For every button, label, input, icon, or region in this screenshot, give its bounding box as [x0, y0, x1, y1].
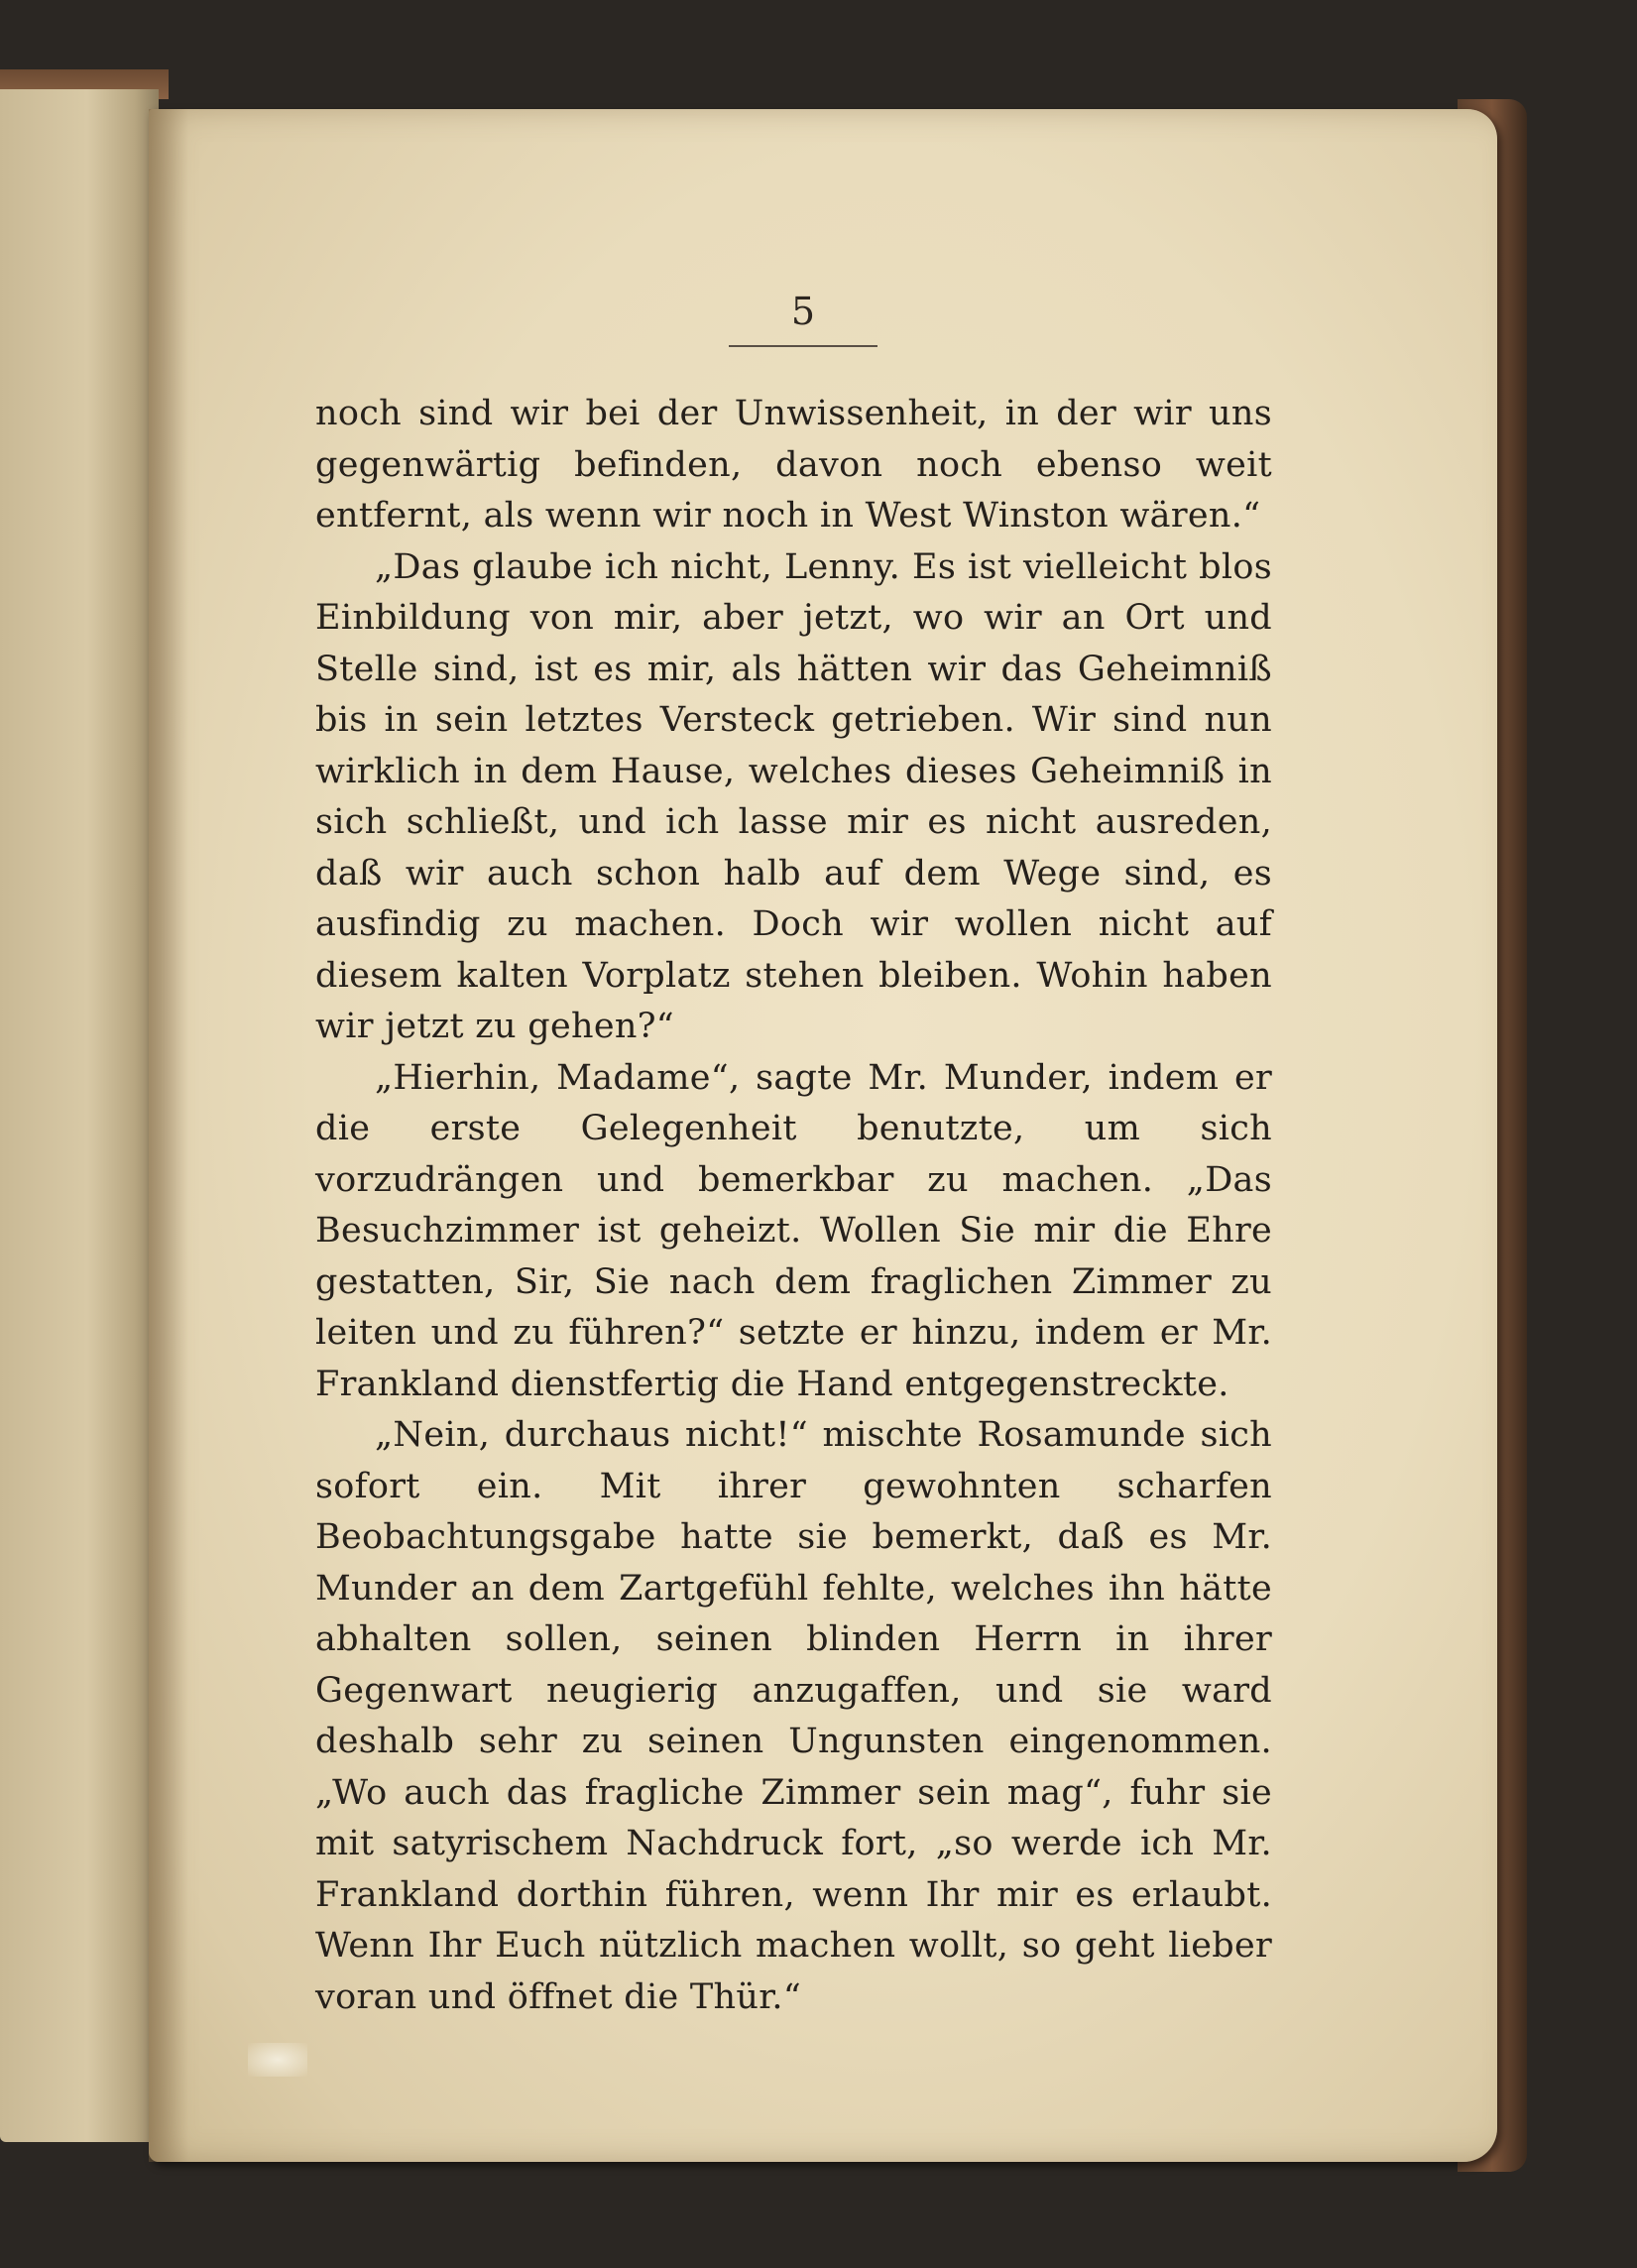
page-number: 5	[790, 290, 816, 333]
page-gutter-shadow	[149, 109, 188, 2162]
header-rule	[729, 345, 877, 347]
paragraph-3: „Hierhin, Madame“, sagte Mr. Munder, indem er die erste Gelegenheit benutzte, um sich vorzudrängen und bemerkbar zu machen. „Das Besuchzimmer ist geheizt. Wollen Sie mir die Ehre gestatten, Sir, Sie nach dem fraglichen Zimmer zu leiten und zu führen?“ setzte er hinzu, indem er Mr. Frankland dienstfertig die Hand entgegenstreckte.	[315, 1057, 1272, 1404]
paper-stain	[248, 2043, 307, 2077]
paragraph-1: noch sind wir bei der Unwissenheit, in der wir uns gegenwärtig befinden, davon noch ebenso weit entfernt, als wenn wir noch in West Winston wären.“	[315, 394, 1272, 536]
left-page-edge	[0, 89, 159, 2142]
page-text	[315, 389, 1272, 2023]
paragraph-2: „Das glaube ich nicht, Lenny. Es ist vielleicht blos Einbildung von mir, aber jetzt, wo wir an Ort und Stelle sind, ist es mir, als hätten wir das Geheimniß bis in sein letztes Versteck getrieben. Wir sind nun wirklich in dem Hause, welches dieses Geheimniß in sich schließt, und ich lasse mir es nicht ausreden, daß wir auch schon halb auf dem Wege sind, es ausfindig zu machen. Doch wir wollen nicht auf diesem kalten Vorplatz stehen bleiben. Wohin haben wir jetzt zu gehen?“	[315, 546, 1272, 1046]
paragraph-4: „Nein, durchaus nicht!“ mischte Rosamunde sich sofort ein. Mit ihrer gewohnten scharfen Beobachtungsgabe hatte sie bemerkt, daß es Mr. Munder an dem Zartgefühl fehlte, welches ihn hätte abhalten sollen, seinen blinden Herrn in ihrer Gegenwart neugierig anzugaffen, und sie ward deshalb sehr zu seinen Ungunsten eingenommen. „Wo auch das fragliche Zimmer sein mag“, fuhr sie mit satyrischem Nachdruck fort, „so werde ich Mr. Frankland dorthin führen, wenn Ihr mir es erlaubt. Wenn Ihr Euch nützlich machen wollt, so geht lieber voran und öffnet die Thür.“	[315, 1415, 1272, 2017]
